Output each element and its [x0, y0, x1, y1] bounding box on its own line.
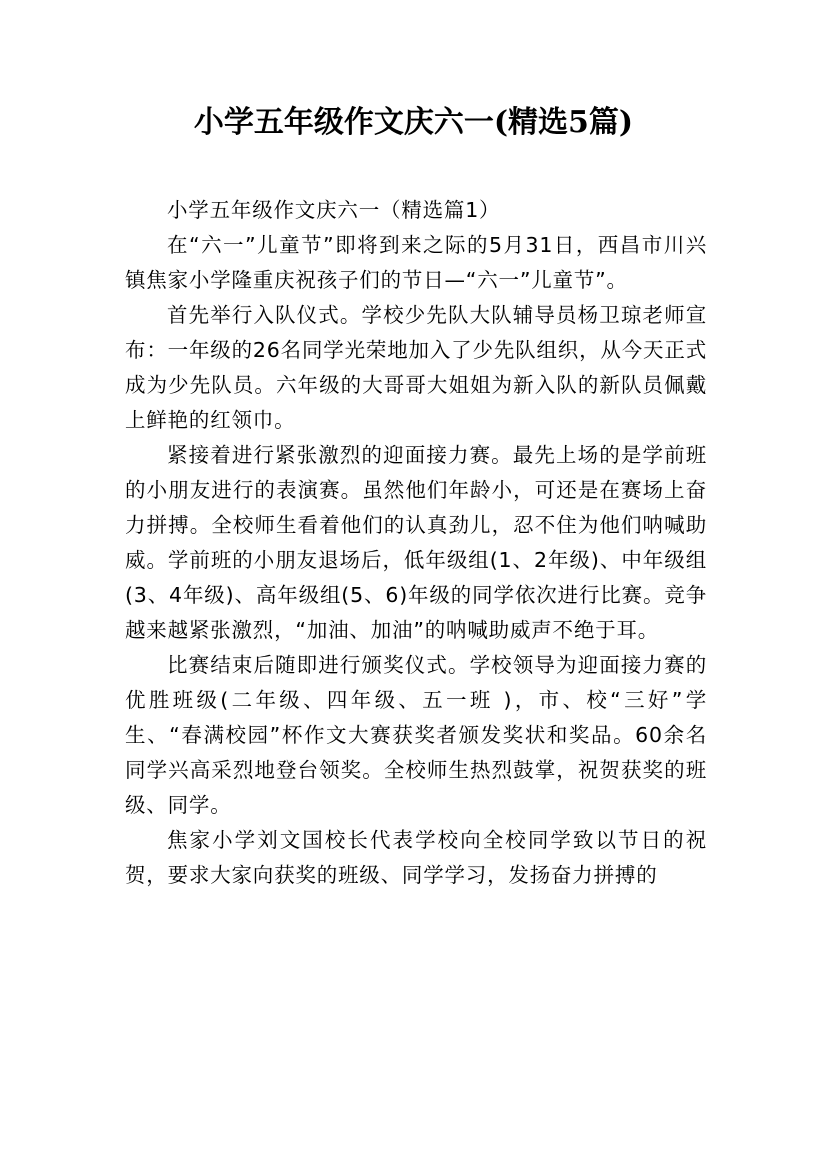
paragraph-5: 焦家小学刘文国校长代表学校向全校同学致以节日的祝贺，要求大家向获奖的班级、同学学习，发扬奋力拼搏的: [125, 828, 707, 887]
section-subtitle: 小学五年级作文庆六一（精选篇1）: [167, 198, 501, 222]
paragraph-1: 在“六一”儿童节”即将到来之际的5月31日，西昌市川兴镇焦家小学隆重庆祝孩子们的节日—“六一”儿童节”。: [125, 233, 707, 292]
document-title: 小学五年级作文庆六一(精选5篇): [193, 105, 634, 140]
paragraph-2: 首先举行入队仪式。学校少先队大队辅导员杨卫琼老师宣布：一年级的26名同学光荣地加入了少先队组织，从今天正式成为少先队员。六年级的大哥哥大姐姐为新入队的新队员佩戴上鲜艳的红领巾。: [125, 303, 707, 432]
paragraph-4: 比赛结束后随即进行颁奖仪式。学校领导为迎面接力赛的优胜班级(二年级、四年级、五一班 )，市、校“三好”学生、“春满校园”杯作文大赛获奖者颁发奖状和奖品。60余名同学兴高采烈地登台领奖。全校师生热烈鼓掌，祝贺获奖的班级、同学。: [125, 653, 707, 817]
document-body: [125, 193, 707, 893]
paragraph-3: 紧接着进行紧张激烈的迎面接力赛。最先上场的是学前班的小朋友进行的表演赛。虽然他们年龄小，可还是在赛场上奋力拼搏。全校师生看着他们的认真劲儿，忍不住为他们呐喊助威。学前班的小朋友退场后，低年级组(1、2年级)、中年级组(3、4年级)、高年级组(5、6)年级的同学依次进行比赛。竞争越来越紧张激烈，“加油、加油”的呐喊助威声不绝于耳。: [125, 443, 707, 642]
